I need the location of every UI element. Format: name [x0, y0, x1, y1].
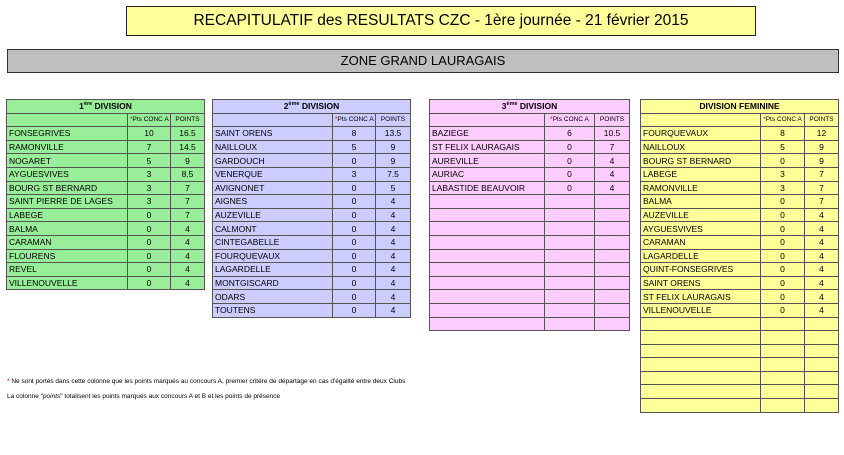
points-value: 7: [171, 195, 205, 209]
division-number: 3: [501, 101, 507, 112]
table-row: [641, 154, 839, 168]
points-value: 10.5: [595, 127, 630, 141]
division-header-row: [7, 100, 205, 114]
points-value: 4: [805, 235, 839, 249]
table-row: [213, 181, 411, 195]
empty-cell: [430, 235, 545, 249]
table-row: [213, 263, 411, 277]
club-name: NAILLOUX: [641, 140, 761, 154]
table-row: [213, 208, 411, 222]
empty-cell: [641, 331, 761, 345]
empty-row: [430, 303, 630, 317]
footnote-star: * Ne sont portés dans cette colonne que les points marqués au concours A, premier critère de départage en cas d'égalité entre deux Clubs: [7, 378, 406, 385]
pts-conc-a-value: 3: [761, 181, 805, 195]
pts-conc-a-value: 7: [128, 140, 171, 154]
points-value: 4: [805, 249, 839, 263]
empty-cell: [545, 235, 595, 249]
club-column-header: [7, 113, 128, 127]
points-value: 12: [805, 127, 839, 141]
empty-row: [430, 276, 630, 290]
pts-conc-a-value: 0: [128, 276, 171, 290]
empty-cell: [545, 222, 595, 236]
club-name: BALMA: [641, 195, 761, 209]
empty-cell: [761, 317, 805, 331]
table-row: [641, 249, 839, 263]
empty-cell: [595, 317, 630, 331]
division-header-row: [430, 100, 630, 114]
points-value: 7: [805, 195, 839, 209]
club-column-header: [641, 113, 761, 127]
points-value: 13.5: [376, 127, 411, 141]
division-table-3: [429, 99, 630, 331]
empty-cell: [595, 222, 630, 236]
pts-conc-a-value: 3: [128, 167, 171, 181]
table-row: [641, 303, 839, 317]
empty-cell: [430, 317, 545, 331]
empty-row: [641, 317, 839, 331]
pts-conc-a-value: 0: [761, 195, 805, 209]
empty-cell: [595, 195, 630, 209]
club-name: LABEGE: [641, 167, 761, 181]
table-row: [7, 276, 205, 290]
club-name: FOURQUEVAUX: [641, 127, 761, 141]
empty-cell: [761, 385, 805, 399]
points-value: 4: [805, 303, 839, 317]
empty-cell: [545, 208, 595, 222]
club-name: BAZIEGE: [430, 127, 545, 141]
pts-conc-a-value: 0: [333, 263, 376, 277]
empty-row: [641, 385, 839, 399]
table-row: [641, 222, 839, 236]
table-row: [7, 208, 205, 222]
table-row: [213, 167, 411, 181]
division-header-row: [213, 100, 411, 114]
division-header-row: [641, 100, 839, 114]
division-number: 1: [79, 101, 84, 112]
pts-conc-a-value: 5: [761, 140, 805, 154]
empty-row: [430, 249, 630, 263]
table-row: [641, 195, 839, 209]
pts-conc-a-value: 0: [761, 222, 805, 236]
footnote-points: La colonne "points" totalisent les points marqués aux concours A et B et les points de présence: [7, 393, 281, 400]
empty-cell: [595, 249, 630, 263]
points-value: 7: [171, 181, 205, 195]
club-name: AUZEVILLE: [641, 208, 761, 222]
points-value: 4: [376, 208, 411, 222]
table-row: [430, 167, 630, 181]
table-row: [430, 181, 630, 195]
division-ordinal: ème: [288, 101, 300, 108]
club-name: AUREVILLE: [430, 154, 545, 168]
table-row: [641, 167, 839, 181]
pts-conc-a-value: 0: [545, 140, 595, 154]
club-name: FOURQUEVAUX: [213, 249, 333, 263]
club-name: REVEL: [7, 263, 128, 277]
points-header: POINTS: [595, 113, 630, 127]
points-value: 4: [595, 167, 630, 181]
column-header-row: [430, 113, 630, 127]
pts-conc-a-value: 0: [128, 235, 171, 249]
table-row: [641, 181, 839, 195]
empty-cell: [761, 399, 805, 413]
points-value: 4: [171, 249, 205, 263]
table-row: [430, 140, 630, 154]
pts-conc-a-value: 3: [333, 167, 376, 181]
empty-cell: [805, 331, 839, 345]
club-column-header: [213, 113, 333, 127]
pts-conc-a-value: 0: [333, 208, 376, 222]
points-value: 4: [171, 263, 205, 277]
points-value: 7: [805, 167, 839, 181]
points-value: 9: [376, 140, 411, 154]
table-row: [641, 276, 839, 290]
empty-cell: [761, 344, 805, 358]
pts-conc-a-value: 0: [333, 235, 376, 249]
empty-cell: [430, 222, 545, 236]
table-row: [7, 154, 205, 168]
club-name: SAINT PIERRE DE LAGES: [7, 195, 128, 209]
table-row: [641, 290, 839, 304]
table-row: [7, 195, 205, 209]
page-title: RECAPITULATIF des RESULTATS CZC - 1ère journée - 21 février 2015: [126, 6, 756, 36]
empty-row: [430, 208, 630, 222]
column-header-row: [7, 113, 205, 127]
empty-cell: [641, 317, 761, 331]
points-value: 9: [805, 154, 839, 168]
table-row: [430, 127, 630, 141]
pts-conc-a-value: 0: [333, 276, 376, 290]
club-name: FLOURENS: [7, 249, 128, 263]
empty-row: [430, 195, 630, 209]
club-name: VENERQUE: [213, 167, 333, 181]
division-label: DIVISION: [92, 101, 132, 112]
points-value: 4: [805, 263, 839, 277]
table-row: [213, 290, 411, 304]
points-value: 16.5: [171, 127, 205, 141]
pts-conc-a-header: *Pts CONC A: [545, 113, 595, 127]
table-row: [641, 140, 839, 154]
empty-cell: [545, 317, 595, 331]
empty-cell: [545, 303, 595, 317]
empty-cell: [430, 263, 545, 277]
zone-banner: ZONE GRAND LAURAGAIS: [7, 49, 839, 73]
club-name: CALMONT: [213, 222, 333, 236]
empty-cell: [430, 276, 545, 290]
table-row: [641, 235, 839, 249]
pts-conc-a-value: 0: [761, 249, 805, 263]
points-value: 4: [376, 195, 411, 209]
pts-conc-a-value: 0: [333, 181, 376, 195]
column-header-row: [213, 113, 411, 127]
pts-conc-a-value: 0: [545, 181, 595, 195]
empty-row: [430, 263, 630, 277]
points-value: 4: [376, 222, 411, 236]
pts-conc-a-value: 3: [128, 195, 171, 209]
points-value: 7: [595, 140, 630, 154]
table-row: [213, 235, 411, 249]
points-value: 4: [376, 276, 411, 290]
empty-cell: [805, 317, 839, 331]
points-value: 4: [805, 276, 839, 290]
pts-conc-a-header: *Pts CONC A: [333, 113, 376, 127]
points-value: 7: [171, 208, 205, 222]
pts-conc-a-header: *Pts CONC A: [761, 113, 805, 127]
points-value: 7.5: [376, 167, 411, 181]
pts-conc-a-value: 0: [761, 303, 805, 317]
pts-conc-a-value: 0: [333, 154, 376, 168]
pts-conc-a-value: 0: [333, 195, 376, 209]
club-name: ODARS: [213, 290, 333, 304]
table-row: [213, 303, 411, 317]
empty-cell: [595, 235, 630, 249]
table-row: [213, 127, 411, 141]
pts-conc-a-header: *Pts CONC A: [128, 113, 171, 127]
table-row: [641, 208, 839, 222]
empty-cell: [595, 290, 630, 304]
empty-row: [430, 222, 630, 236]
club-name: VILLENOUVELLE: [7, 276, 128, 290]
points-value: 4: [805, 208, 839, 222]
empty-cell: [641, 385, 761, 399]
club-name: FONSEGRIVES: [7, 127, 128, 141]
division-table-feminine: [640, 99, 839, 413]
points-header: POINTS: [171, 113, 205, 127]
points-value: 4: [376, 290, 411, 304]
club-name: ST FELIX LAURAGAIS: [430, 140, 545, 154]
table-row: [213, 140, 411, 154]
club-name: LAGARDELLE: [641, 249, 761, 263]
table-row: [213, 154, 411, 168]
empty-cell: [805, 385, 839, 399]
table-row: [7, 181, 205, 195]
club-name: LAGARDELLE: [213, 263, 333, 277]
empty-cell: [545, 276, 595, 290]
empty-cell: [805, 344, 839, 358]
points-value: 4: [376, 249, 411, 263]
empty-row: [641, 371, 839, 385]
empty-cell: [761, 371, 805, 385]
points-value: 4: [171, 276, 205, 290]
points-header: POINTS: [376, 113, 411, 127]
pts-conc-a-value: 0: [128, 208, 171, 222]
club-name: ST FELIX LAURAGAIS: [641, 290, 761, 304]
table-row: [213, 276, 411, 290]
pts-conc-a-value: 3: [761, 167, 805, 181]
pts-conc-a-value: 0: [761, 235, 805, 249]
empty-row: [641, 344, 839, 358]
club-name: BOURG ST BERNARD: [641, 154, 761, 168]
points-value: 9: [805, 140, 839, 154]
table-row: [430, 154, 630, 168]
club-name: BALMA: [7, 222, 128, 236]
club-name: AUZEVILLE: [213, 208, 333, 222]
empty-row: [641, 358, 839, 372]
table-row: [641, 263, 839, 277]
empty-cell: [805, 371, 839, 385]
pts-conc-a-value: 0: [128, 263, 171, 277]
empty-cell: [641, 344, 761, 358]
club-name: BOURG ST BERNARD: [7, 181, 128, 195]
empty-cell: [430, 303, 545, 317]
pts-conc-a-value: 0: [128, 249, 171, 263]
empty-cell: [761, 331, 805, 345]
points-value: 5: [376, 181, 411, 195]
empty-row: [430, 290, 630, 304]
pts-conc-a-value: 8: [761, 127, 805, 141]
club-name: SAINT ORENS: [213, 127, 333, 141]
club-name: NOGARET: [7, 154, 128, 168]
club-column-header: [430, 113, 545, 127]
pts-conc-a-value: 0: [545, 154, 595, 168]
empty-cell: [595, 303, 630, 317]
club-name: SAINT ORENS: [641, 276, 761, 290]
pts-conc-a-value: 0: [761, 276, 805, 290]
points-header: POINTS: [805, 113, 839, 127]
club-name: VILLENOUVELLE: [641, 303, 761, 317]
points-value: 4: [595, 181, 630, 195]
table-row: [641, 127, 839, 141]
empty-row: [641, 399, 839, 413]
division-number: 2: [283, 101, 289, 112]
empty-row: [430, 317, 630, 331]
division-ordinal: ère: [83, 101, 93, 108]
club-name: GARDOUCH: [213, 154, 333, 168]
club-name: RAMONVILLE: [641, 181, 761, 195]
empty-cell: [595, 276, 630, 290]
pts-conc-a-value: 6: [545, 127, 595, 141]
division-title: [430, 100, 630, 114]
points-value: 9: [171, 154, 205, 168]
division-label: DIVISION FEMININE: [699, 101, 780, 112]
division-ordinal: ème: [506, 101, 518, 108]
club-name: AVIGNONET: [213, 181, 333, 195]
points-value: 4: [595, 154, 630, 168]
club-name: AIGNES: [213, 195, 333, 209]
pts-conc-a-value: 0: [333, 303, 376, 317]
empty-cell: [761, 358, 805, 372]
pts-conc-a-value: 0: [761, 263, 805, 277]
pts-conc-a-value: 5: [128, 154, 171, 168]
empty-cell: [805, 399, 839, 413]
club-name: AYGUESVIVES: [7, 167, 128, 181]
division-table-1: [6, 99, 205, 290]
division-label: DIVISION: [517, 101, 558, 112]
table-row: [213, 249, 411, 263]
points-value: 4: [376, 263, 411, 277]
empty-cell: [430, 249, 545, 263]
empty-cell: [430, 290, 545, 304]
points-value: 4: [171, 235, 205, 249]
table-row: [7, 235, 205, 249]
club-name: CARAMAN: [7, 235, 128, 249]
empty-cell: [545, 263, 595, 277]
empty-cell: [595, 208, 630, 222]
club-name: RAMONVILLE: [7, 140, 128, 154]
pts-conc-a-value: 0: [761, 290, 805, 304]
table-row: [213, 222, 411, 236]
empty-cell: [545, 249, 595, 263]
table-row: [213, 195, 411, 209]
club-name: CARAMAN: [641, 235, 761, 249]
points-value: 7: [805, 181, 839, 195]
points-value: 4: [376, 235, 411, 249]
points-value: 4: [805, 290, 839, 304]
club-name: MONTGISCARD: [213, 276, 333, 290]
pts-conc-a-value: 0: [761, 154, 805, 168]
pts-conc-a-value: 0: [333, 222, 376, 236]
table-row: [7, 127, 205, 141]
empty-cell: [641, 399, 761, 413]
pts-conc-a-value: 0: [333, 290, 376, 304]
club-name: TOUTENS: [213, 303, 333, 317]
points-value: 4: [376, 303, 411, 317]
points-value: 14.5: [171, 140, 205, 154]
table-row: [7, 263, 205, 277]
club-name: AYGUESVIVES: [641, 222, 761, 236]
pts-conc-a-value: 0: [761, 208, 805, 222]
empty-cell: [595, 263, 630, 277]
table-row: [7, 167, 205, 181]
empty-cell: [430, 208, 545, 222]
empty-cell: [545, 290, 595, 304]
division-table-2: [212, 99, 411, 318]
club-name: CINTEGABELLE: [213, 235, 333, 249]
club-name: LABEGE: [7, 208, 128, 222]
empty-cell: [641, 358, 761, 372]
table-row: [7, 249, 205, 263]
club-name: LABASTIDE BEAUVOIR: [430, 181, 545, 195]
division-title: [7, 100, 205, 114]
table-row: [7, 222, 205, 236]
club-name: AURIAC: [430, 167, 545, 181]
pts-conc-a-value: 0: [128, 222, 171, 236]
division-title: [641, 100, 839, 114]
club-name: NAILLOUX: [213, 140, 333, 154]
pts-conc-a-value: 5: [333, 140, 376, 154]
empty-cell: [805, 358, 839, 372]
points-value: 4: [805, 222, 839, 236]
empty-cell: [545, 195, 595, 209]
empty-row: [641, 331, 839, 345]
empty-cell: [430, 195, 545, 209]
club-name: QUINT-FONSEGRIVES: [641, 263, 761, 277]
division-label: DIVISION: [299, 101, 340, 112]
points-value: 9: [376, 154, 411, 168]
empty-cell: [641, 371, 761, 385]
column-header-row: [641, 113, 839, 127]
table-row: [7, 140, 205, 154]
pts-conc-a-value: 10: [128, 127, 171, 141]
points-value: 8.5: [171, 167, 205, 181]
pts-conc-a-value: 8: [333, 127, 376, 141]
pts-conc-a-value: 3: [128, 181, 171, 195]
points-value: 4: [171, 222, 205, 236]
pts-conc-a-value: 0: [545, 167, 595, 181]
empty-row: [430, 235, 630, 249]
pts-conc-a-value: 0: [333, 249, 376, 263]
division-title: [213, 100, 411, 114]
